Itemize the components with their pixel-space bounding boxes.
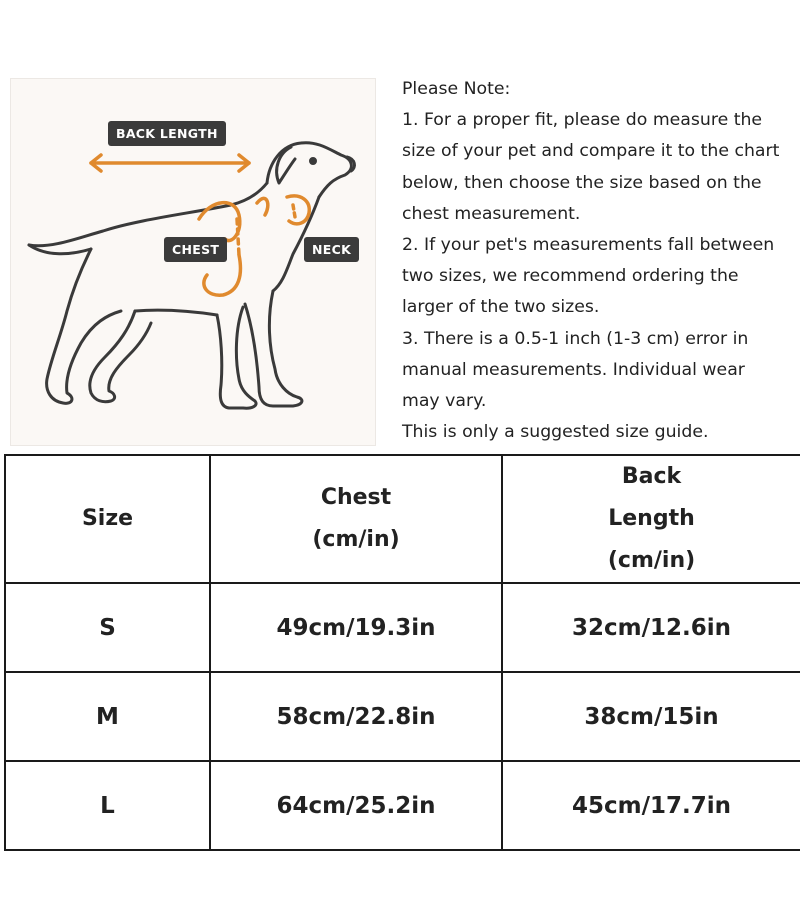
size-chart-table (4, 454, 800, 851)
header-size: Size (5, 455, 210, 583)
note-line: This is only a suggested size guide. (402, 422, 709, 443)
size-cell: L (5, 761, 210, 850)
note-line: larger of the two sizes. (402, 297, 600, 318)
table-row (5, 761, 800, 850)
chest-cell: 49cm/19.3in (210, 583, 502, 672)
note-line: 3. There is a 0.5-1 inch (1-3 cm) error in (402, 328, 749, 349)
size-cell: M (5, 672, 210, 761)
back-length-cell: 32cm/12.6in (502, 583, 800, 672)
back-length-label: BACK LENGTH (108, 121, 226, 146)
table-row (5, 672, 800, 761)
table-row (5, 583, 800, 672)
note-line: manual measurements. Individual wear (402, 359, 745, 380)
neck-label: NECK (304, 237, 359, 262)
header-chest: Chest (cm/in) (210, 455, 502, 583)
header-back-length: Back Length (cm/in) (502, 455, 800, 583)
measurement-diagram (10, 78, 376, 446)
note-line: below, then choose the size based on the (402, 172, 762, 193)
chest-cell: 58cm/22.8in (210, 672, 502, 761)
notes-heading: Please Note: (402, 79, 511, 99)
chest-label: CHEST (164, 237, 227, 262)
note-line: may vary. (402, 391, 487, 412)
sizing-notes (402, 74, 800, 448)
back-length-cell: 38cm/15in (502, 672, 800, 761)
note-line: two sizes, we recommend ordering the (402, 266, 739, 287)
note-line: chest measurement. (402, 203, 581, 224)
top-margin (0, 0, 800, 60)
note-line: 2. If your pet's measurements fall between (402, 235, 775, 256)
note-line: size of your pet and compare it to the chart (402, 141, 780, 162)
back-length-cell: 45cm/17.7in (502, 761, 800, 850)
note-line: 1. For a proper fit, please do measure the (402, 110, 763, 131)
table-header-row (5, 455, 800, 583)
size-cell: S (5, 583, 210, 672)
chest-cell: 64cm/25.2in (210, 761, 502, 850)
